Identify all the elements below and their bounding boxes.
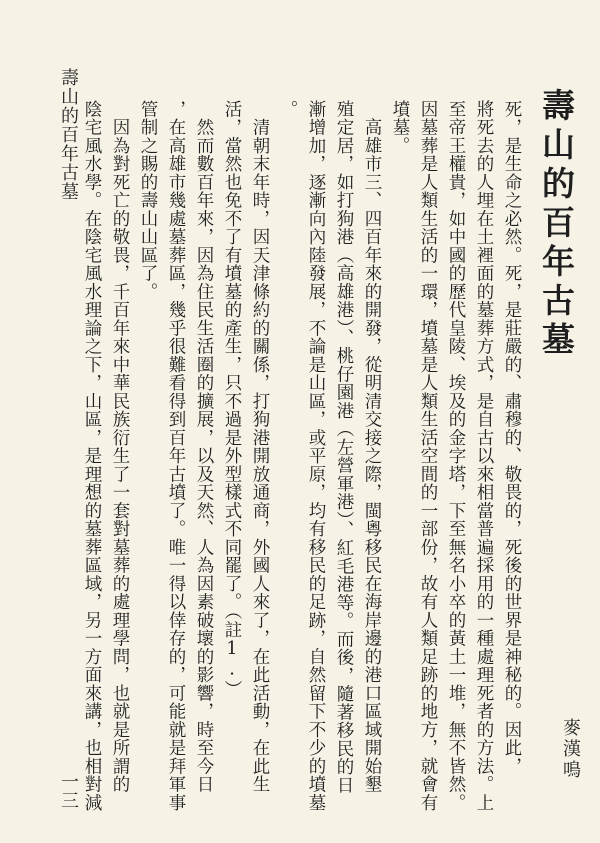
- body-column: 活，當然也免不了有墳墓的產生，只不過是外型樣式不同罷了。（註1.）: [222, 100, 242, 699]
- body-column: 墳墓。: [390, 100, 410, 155]
- body-column: 至帝王權貴，如中國的歷代皇陵、埃及的金字塔，下至無名小卒的黃土一堆，無不皆然。: [446, 100, 466, 812]
- body-column: 漸增加，逐漸向內陸發展，不論是山區，或平原，均有移民的足跡，自然留下不少的墳墓: [306, 100, 326, 812]
- running-head: 壽山的百年古墓: [58, 68, 79, 201]
- body-column: 死，是生命之必然。死，是莊嚴的、肅穆的、敬畏的，死後的世界是神秘的。因此，: [502, 100, 522, 776]
- body-column: 。: [278, 100, 298, 119]
- author-name: 麥漢鳴: [560, 718, 581, 781]
- body-column: 陰宅風水學。在陰宅風水理論之下，山區，是理想的墓葬區域，另一方面來講，也相對減: [82, 100, 102, 812]
- body-column: 因為對死亡的敬畏，千百年來中華民族衍生了一套對墓葬的處理學問，也就是所謂的: [110, 100, 130, 794]
- body-column: 管制之賜的壽山山區了。: [138, 100, 158, 301]
- body-column: 然而數百年來，因為住民生活圈的擴展，以及天然、人為因素破壞的影響，時至今日: [194, 100, 214, 794]
- body-column: 高雄市三、四百年來的開發，從明清交接之際，閩粵移民在海岸邊的港口區域開始墾: [362, 100, 382, 794]
- page-number: 一三: [58, 772, 79, 810]
- body-column: ，在高雄市幾處墓葬區，幾乎很難看得到百年古墳了。唯一得以倖存的，可能就是拜軍事: [166, 100, 186, 812]
- body-column: 因墓葬是人類生活的一環，墳墓是人類生活空間的一部份，故有人類足跡的地方，就會有: [418, 100, 438, 812]
- body-column: 殖定居，如打狗港（高雄港）、桃仔園港（左營軍港）、紅毛港等。而後，隨著移民的日: [334, 100, 354, 795]
- body-column: 清朝末年時，因天津條約的關係，打狗港開放通商，外國人來了，在此活動，在此生: [250, 100, 270, 794]
- body-column: 將死去的人埋在土裡面的墓葬方式，是自古以來相當普遍採用的一種處理死者的方法。上: [474, 100, 494, 812]
- article-title: 壽山的百年古墓: [537, 88, 576, 361]
